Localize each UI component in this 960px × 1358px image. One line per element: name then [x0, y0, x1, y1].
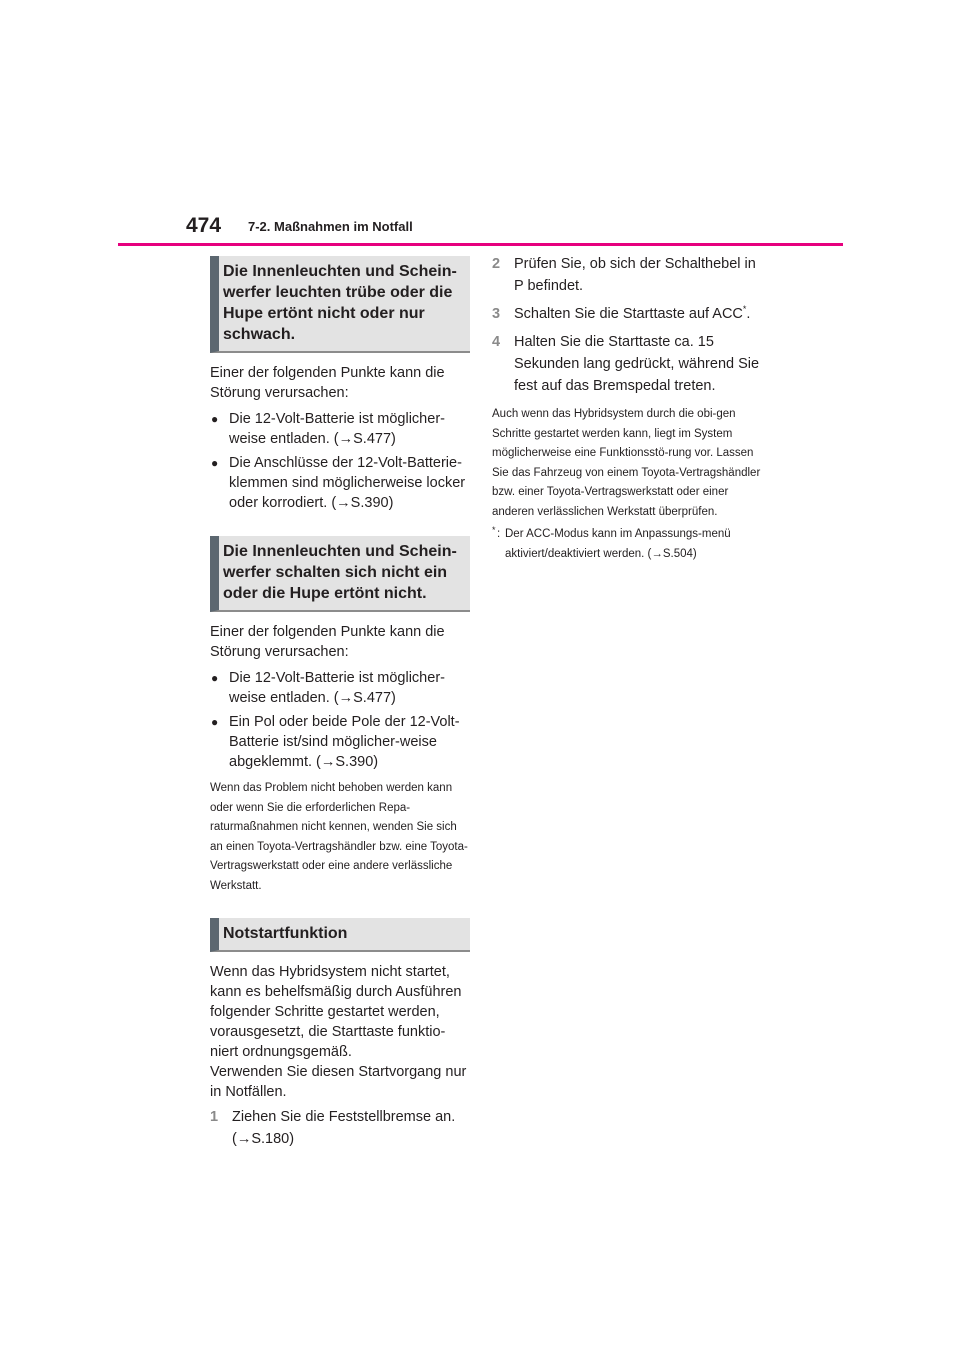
step-2	[492, 253, 762, 297]
list-item: ● Die Anschlüsse der 12-Volt-Batterie-klemmen sind möglicherweise locker oder korrodiert. (→S.390)	[210, 453, 470, 513]
footnote-text: Der ACC-Modus kann im Anpassungs-menü aktiviert/deaktiviert werden. (→S.504)	[505, 528, 731, 560]
section-title: 7-2. Maßnahmen im Notfall	[248, 219, 413, 234]
step-text: Ziehen Sie die Feststellbremse an. (→S.180)	[232, 1109, 456, 1147]
step-text-end: .	[746, 306, 751, 322]
right-column	[492, 253, 762, 564]
list-item: ● Die 12-Volt-Batterie ist möglicher-weise entladen. (→S.477)	[210, 409, 470, 449]
step-number: 1	[210, 1109, 219, 1125]
paragraph-causes-1: Einer der folgenden Punkte kann die Störung verursachen:	[210, 365, 445, 401]
list-item: ● Ein Pol oder beide Pole der 12-Volt-Batterie ist/sind möglicher-weise abgeklemmt. (→S.390)	[210, 712, 470, 772]
heading-lights-off: Die Innenleuchten und Schein-werfer schalten sich nicht ein oder die Hupe ertönt nicht.	[210, 536, 470, 612]
page-number: 474	[186, 214, 222, 237]
footnote	[492, 525, 762, 564]
left-column	[210, 256, 470, 1150]
step-1	[210, 1106, 470, 1150]
paragraph-causes-2: Einer der folgenden Punkte kann die Störung verursachen:	[210, 624, 445, 660]
step-number: 4	[492, 334, 501, 350]
header-divider	[118, 243, 843, 246]
paragraph-emergency-start: Wenn das Hybridsystem nicht startet, kann es behelfsmäßig durch Ausführen folgender Schritte gestartet werden, vorausgesetzt, die Starttaste funktio-niert ordnungsgemäß.	[210, 964, 462, 1060]
step-4	[492, 331, 762, 397]
step-text: Schalten Sie die Starttaste auf ACC	[514, 306, 743, 322]
step-number: 3	[492, 306, 501, 322]
step-text: Prüfen Sie, ob sich der Schalthebel in P befindet.	[514, 256, 756, 294]
footnote-mark: *	[492, 525, 496, 535]
list-item: ● Die 12-Volt-Batterie ist möglicher-weise entladen. (→S.477)	[210, 668, 470, 708]
heading-dim-lights: Die Innenleuchten und Schein-werfer leuchten trübe oder die Hupe ertönt nicht oder nur schwach.	[210, 256, 470, 353]
heading-emergency-start: Notstartfunktion	[210, 918, 470, 952]
paragraph-emergency-only: Verwenden Sie diesen Startvorgang nur in Notfällen.	[210, 1064, 467, 1100]
footnote-reference: *	[742, 304, 747, 315]
note-malfunction: Auch wenn das Hybridsystem durch die obi-gen Schritte gestartet werden kann, liegt im System möglicherweise eine Funktionsstö-rung vor. Lassen Sie das Fahrzeug von einem Toyota-Vertragshändler bzw. einer Toyota-Vertragswerkstatt oder einer anderen verlässlichen Werkstatt überprüfen.	[492, 408, 761, 518]
step-text: Halten Sie die Starttaste ca. 15 Sekunden lang gedrückt, während Sie fest auf das Bremspedal treten.	[514, 334, 760, 394]
note-workshop: Wenn das Problem nicht behoben werden kann oder wenn Sie die erforderlichen Repa-raturmaßnahmen nicht kennen, wenden Sie sich an einen Toyota-Vertragshändler bzw. eine Toyota-Vertragswerkstatt oder eine andere verlässliche Werkstatt.	[210, 782, 468, 892]
step-number: 2	[492, 256, 501, 272]
footnote-colon: :	[497, 528, 501, 540]
step-3	[492, 303, 762, 325]
